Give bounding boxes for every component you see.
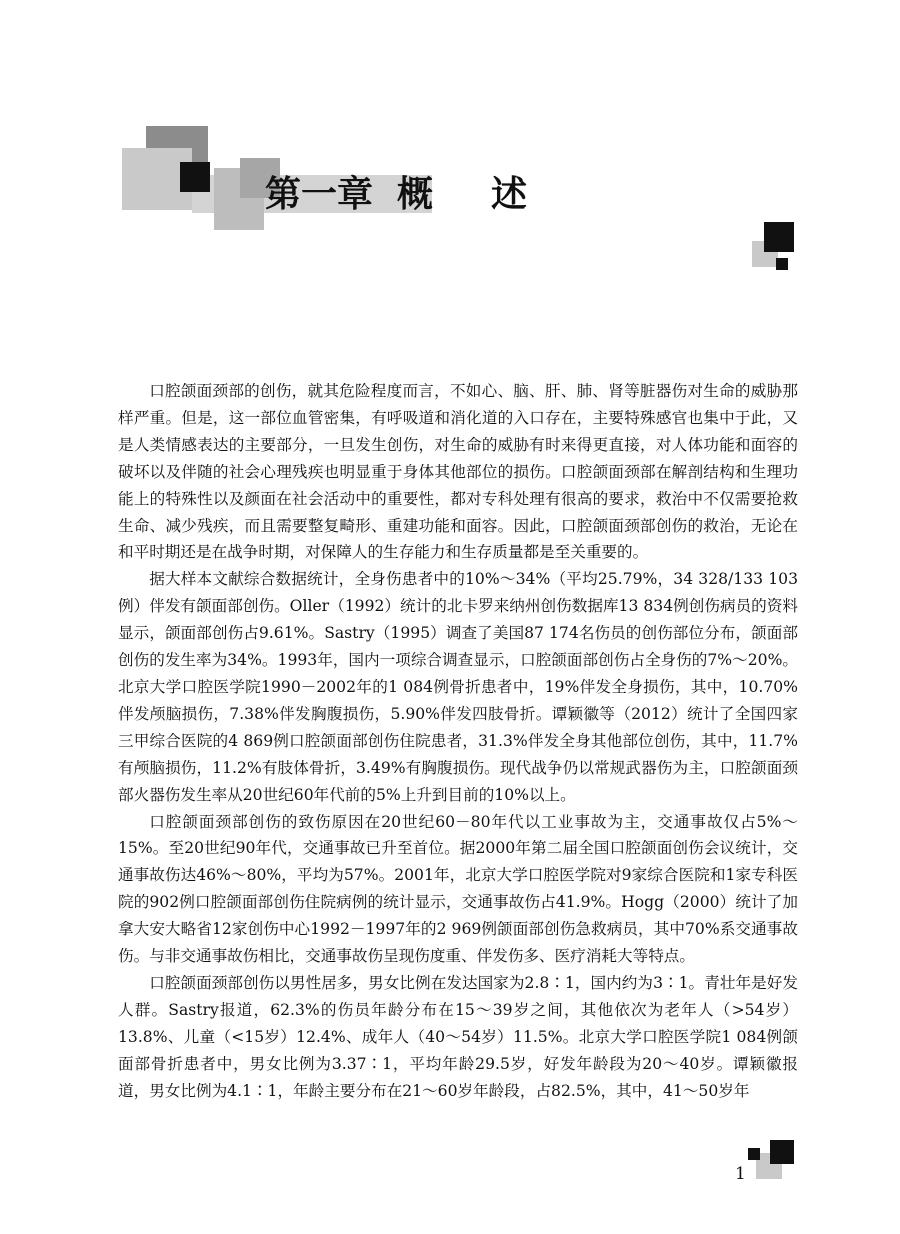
footer-square-black-left <box>748 1148 760 1160</box>
page-number: 1 <box>735 1164 746 1184</box>
chapter-title-char-2: 述 <box>491 174 528 215</box>
footer-square-black-right <box>770 1140 794 1164</box>
paragraph-2: 据大样本文献综合数据统计，全身伤患者中的10%～34%（平均25.79%，34 328/133 103例）伴发有颌面部创伤。Oller（1992）统计的北卡罗来纳州创伤数据库13 834例创伤病员的资料显示，颌面部创伤占9.61%。Sastry（1995）调查了美国87 174名伤员的创伤部位分布，颌面部创伤的发生率为34%。1993年，国内一项综合调查显示，口腔颌面部创伤占全身伤的7%～20%。北京大学口腔医学院1990－2002年的1 084例骨折患者中，19%伴发全身损伤，其中，10.70%伴发颅脑损伤，7.38%伴发胸腹损伤，5.90%伴发四肢骨折。谭颖徽等（2012）统计了全国四家三甲综合医院的4 869例口腔颌面部创伤住院患者，31.3%伴发全身其他部位创伤，其中，11.7%有颅脑损伤，11.2%有肢体骨折，3.49%有胸腹损伤。现代战争仍以常规武器伤为主，口腔颌面颈部火器伤发生率从20世纪60年代前的5%上升到目前的10%以上。 <box>118 570 798 804</box>
deco-square-black <box>180 162 210 192</box>
body-text <box>118 378 798 1104</box>
deco-square-small-black-right <box>776 258 788 270</box>
chapter-number: 第一章 <box>265 174 374 215</box>
chapter-title-char-1: 概 <box>397 174 434 215</box>
paragraph-3: 口腔颌面颈部创伤的致伤原因在20世纪60－80年代以工业事故为主，交通事故仅占5%～15%。至20世纪90年代，交通事故已升至首位。据2000年第二届全国口腔颌面创伤会议统计，交通事故伤达46%～80%，平均为57%。2001年，北京大学口腔医学院对9家综合医院和1家专科医院的902例口腔颌面部创伤住院病例的统计显示，交通事故伤占41.9%。Hogg（2000）统计了加拿大安大略省12家创伤中心1992－1997年的2 969例颌面部创伤急救病员，其中70%系交通事故伤。与非交通事故伤相比，交通事故伤呈现伤度重、伴发伤多、医疗消耗大等特点。 <box>118 812 798 966</box>
paragraph-4: 口腔颌面颈部创伤以男性居多，男女比例在发达国家为2.8∶1，国内约为3∶1。青壮年是好发人群。Sastry报道，62.3%的伤员年龄分布在15～39岁之间，其他依次为老年人（>54岁）13.8%、儿童（<15岁）12.4%、成年人（40～54岁）11.5%。北京大学口腔医学院1 084例颌面部骨折患者中，男女比例为3.37∶1，平均年龄29.5岁，好发年龄段为20～40岁。谭颖徽报道，男女比例为4.1∶1，年龄主要分布在21～60岁年龄段，占82.5%，其中，41～50岁年 <box>118 973 798 1100</box>
paragraph-1: 口腔颌面颈部的创伤，就其危险程度而言，不如心、脑、肝、肺、肾等脏器伤对生命的威胁那样严重。但是，这一部位血管密集，有呼吸道和消化道的入口存在，主要特殊感官也集中于此，又是人类情感表达的主要部分，一旦发生创伤，对生命的威胁有时来得更直接，对人体功能和面容的破坏以及伴随的社会心理残疾也明显重于身体其他部位的损伤。口腔颌面颈部在解剖结构和生理功能上的特殊性以及颜面在社会活动中的重要性，都对专科处理有很高的要求，救治中不仅需要抢救生命、减少残疾，而且需要整复畸形、重建功能和面容。因此，口腔颌面颈部创伤的救治，无论在和平时期还是在战争时期，对保障人的生存能力和生存质量都是至关重要的。 <box>118 382 798 562</box>
chapter-title <box>265 170 527 220</box>
deco-square-black-right <box>764 222 794 252</box>
